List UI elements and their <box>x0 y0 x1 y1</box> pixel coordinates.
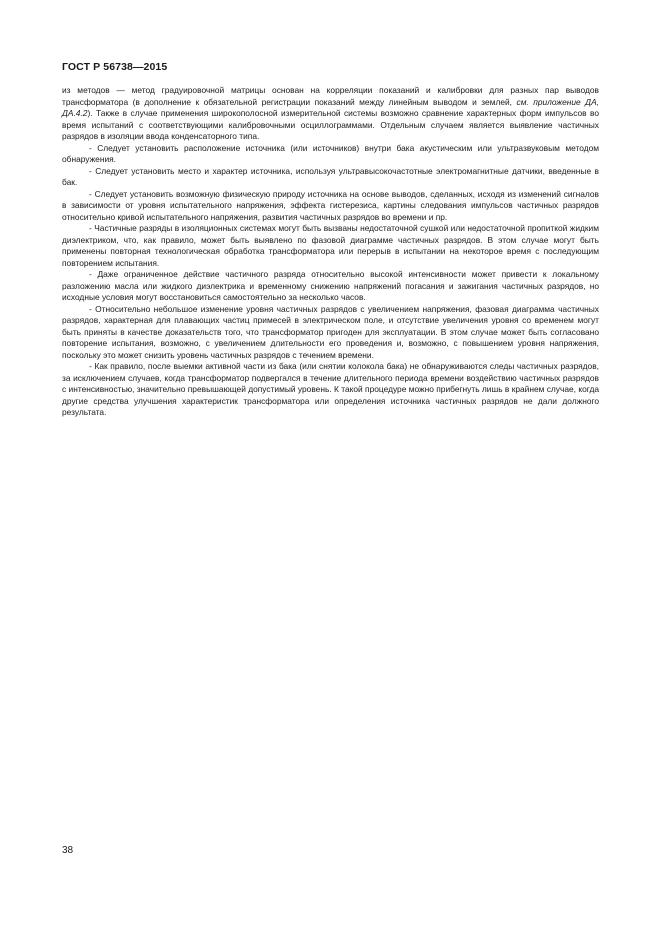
list-item: - Частичные разряды в изоляционных системах могут быть вызваны недостаточной сушкой или недостаточной пропиткой жидким диэлектриком, что, как правило, может быть выявлено по фазовой диаграмме частичных разрядов. В этом случае могут быть применены повторная технологическая обработка трансформатора или перерыв в испытании на некоторое время с последующим повторением испытания. <box>62 223 599 268</box>
list-item: - Даже ограниченное действие частичного разряда относительно высокой интенсивности может привести к локальному разложению масла или жидкого диэлектрика и временному снижению напряжений погасания и зажигания частичных разрядов, но исходные условия могут восстановиться самостоятельно за несколько часов. <box>62 269 599 302</box>
document-body <box>62 85 599 419</box>
list-item: - Следует установить место и характер источника, используя ультравысокочастотные электромагнитные датчики, введенные в бак. <box>62 165 599 187</box>
list-item: - Следует установить возможную физическую природу источника на основе выводов, сделанных, исходя из изменений сигналов в зависимости от уровня испытательного напряжения, эффекта гистерезиса, картины следования импульсов частичных разрядов относительно кривой испытательного напряжения, развития частичных разрядов во времени и пр. <box>62 188 599 222</box>
page-number: 38 <box>62 845 74 856</box>
paragraph-continuation <box>62 85 599 143</box>
paragraph-text: из методов — метод градуировочной матрицы основан на корреляции показаний и калибровки для разных пар выводов трансформатора (в дополнение к обязательной регистрации показаний между линейным выводом и землей, <box>62 85 599 107</box>
list-item: - Как правило, после выемки активной части из бака (или снятии колокола бака) не обнаруживаются следы частичных разрядов, за исключением случаев, когда трансформатор подвергался в течение длительного периода времени воздействию частичных разрядов с интенсивностью, значительно превышающей допустимый уровень. К такой процедуре можно прибегнуть лишь в крайнем случае, когда другие средства улучшения характеристик трансформатора или определения источника частичных разрядов не дали должного результата. <box>62 361 599 417</box>
appendix-reference: см. приложение ДА, ДА.4.2 <box>62 96 599 118</box>
document-header: ГОСТ Р 56738—2015 <box>62 61 168 73</box>
list-item: - Следует установить расположение источника (или источников) внутри бака акустическим или ультразвуковым методом обнаружения. <box>62 142 599 164</box>
list-item: - Относительно небольшое изменение уровня частичных разрядов с увеличением напряжения, фазовая диаграмма частичных разрядов, характерная для плавающих частиц примесей в электрическом поле, и отсутствие увеличения уровня со временем могут быть приняты в качестве доказательств того, что трансформатор пригоден для эксплуатации. В этом случае может быть согласовано повторение испытания, возможно, с увеличением длительности его проведения и, возможно, с повышением уровня напряжения, поскольку это может снизить уровень частичных разрядов с течением времени. <box>62 303 599 360</box>
paragraph-text: ). Также в случае применения широкополосной измерительной системы возможно сравнение характерных форм импульсов во время испытаний с соответствующими калибровочными осциллограммами. Отдельным случаем является выявление частичных разрядов в изоляции ввода конденсаторного типа. <box>62 108 599 141</box>
